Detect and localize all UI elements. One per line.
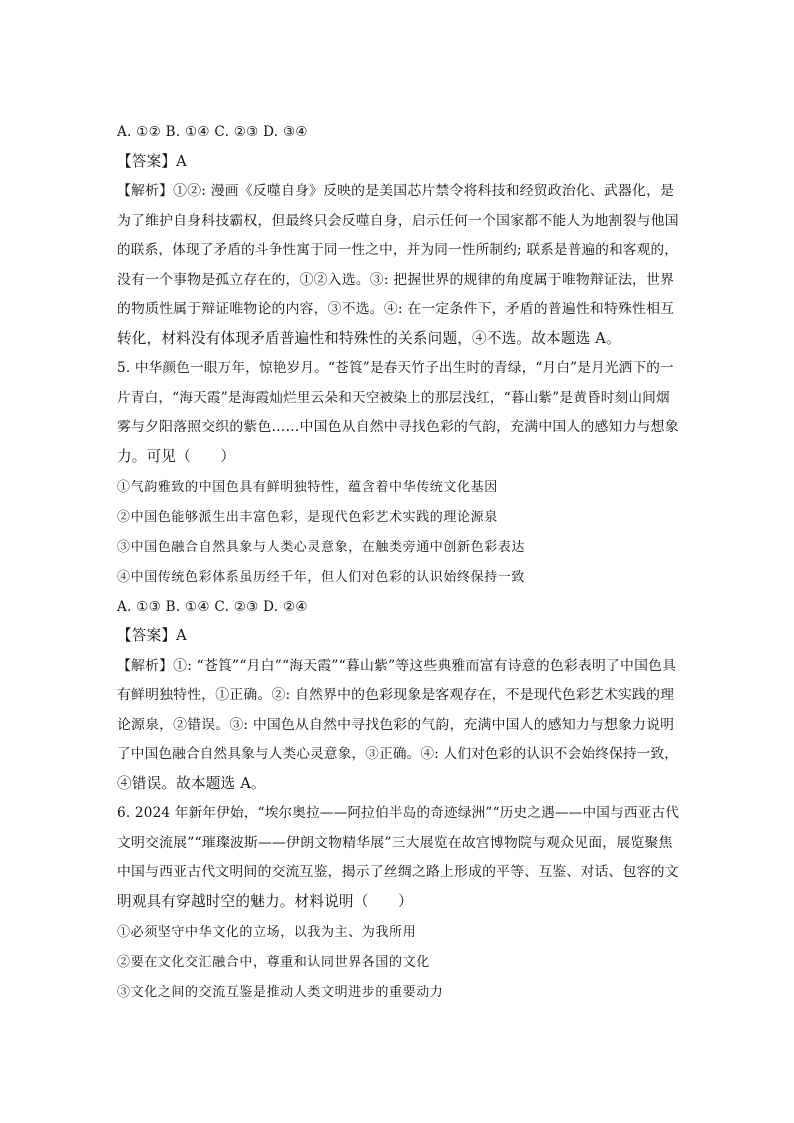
q5-item: ④中国传统色彩体系虽历经千年，但人们对色彩的认识始终保持一致 bbox=[117, 570, 526, 585]
q5-stem-line: 力。可见（ ） bbox=[117, 448, 236, 465]
q4-analysis-line: 没有一个事物是孤立存在的，①②入选。③: 把握世界的规律的角度属于唯物辩证法，世界 bbox=[117, 272, 675, 288]
q4-analysis-line: 的物质性属于辩证唯物论的内容，③不选。④: 在一定条件下，矛盾的普遍性和特殊性相互 bbox=[117, 301, 675, 317]
q4-options: A. ①② B. ①④ C. ②③ D. ③④ bbox=[117, 124, 308, 140]
q5-stem-line: 片青白，“海天霞”是海霞灿烂里云朵和天空被染上的那层浅红，“暮山紫”是黄昏时刻山间烟 bbox=[117, 390, 670, 406]
q6-stem-line: 6. 2024 年新年伊始，“埃尔奥拉——阿拉伯半岛的奇迹绿洲”“历史之遇——中国与西亚古代 bbox=[117, 805, 680, 821]
q5-item: ③中国色融合自然具象与人类心灵意象，在触类旁通中创新色彩表达 bbox=[117, 540, 526, 555]
q6-stem-line: 文明交流展”“璀璨波斯——伊朗文物精华展”三大展览在故宫博物院与观众见面，展览聚焦 bbox=[117, 835, 673, 851]
q5-stem-line: 雾与夕阳落照交织的紫色……中国色从自然中寻找色彩的气韵，充满中国人的感知力与想象 bbox=[117, 419, 679, 435]
q5-analysis-line: 有鲜明独特性，①正确。②: 自然界中的色彩现象是客观存在，不是现代色彩艺术实践的理 bbox=[117, 687, 675, 703]
q6-item: ①必须坚守中华文化的立场，以我为主、为我所用 bbox=[117, 925, 417, 940]
q4-analysis-line: 【解析】①②: 漫画《反噬自身》反映的是美国芯片禁令将科技和经贸政治化、武器化，是 bbox=[117, 183, 675, 199]
q5-item: ①气韵雅致的中国色具有鲜明独特性，蕴含着中华传统文化基因 bbox=[117, 480, 498, 495]
q4-analysis-line: 的联系，体现了矛盾的斗争性寓于同一性之中，并为同一性所制约; 联系是普遍的和客观的， bbox=[117, 242, 679, 258]
q5-analysis-line: 【解析】①: “苍筤”“月白”“海天霞”“暮山紫”等这些典雅而富有诗意的色彩表明了中国色具 bbox=[117, 658, 677, 674]
q4-analysis-line: 为了维护自身科技霸权，但最终只会反噬自身，启示任何一个国家都不能人为地割裂与他国 bbox=[117, 213, 679, 229]
q5-answer: 【答案】A bbox=[117, 627, 187, 644]
q5-item: ②中国色能够派生出丰富色彩，是现代色彩艺术实践的理论源泉 bbox=[117, 510, 498, 525]
q4-answer: 【答案】A bbox=[117, 153, 187, 170]
q5-stem-line: 5. 中华颜色一眼万年，惊艳岁月。“苍筤”是春天竹子出生时的青绿，“月白”是月光洒下的一 bbox=[117, 360, 674, 376]
q6-item: ③文化之间的交流互鉴是推动人类文明进步的重要动力 bbox=[117, 985, 444, 1000]
q5-options: A. ①③ B. ①④ C. ②③ D. ②④ bbox=[117, 599, 308, 615]
q5-analysis-line: ④错误。故本题选 A。 bbox=[117, 775, 266, 792]
q6-stem-line: 中国与西亚古代文明间的交流互鉴，揭示了丝绸之路上形成的平等、互鉴、对话、包容的文 bbox=[117, 864, 679, 880]
q5-analysis-line: 了中国色融合自然具象与人类心灵意象，③正确。④: 人们对色彩的认识不会始终保持一致， bbox=[117, 746, 679, 762]
q6-item: ②要在文化交汇融合中，尊重和认同世界各国的文化 bbox=[117, 955, 430, 970]
q4-analysis-line: 转化，材料没有体现矛盾普遍性和特殊性的关系问题，④不选。故本题选 A。 bbox=[117, 330, 621, 347]
q5-analysis-line: 论源泉，②错误。③: 中国色从自然中寻找色彩的气韵，充满中国人的感知力与想象力说明 bbox=[117, 717, 675, 733]
q6-stem-line: 明观具有穿越时空的魅力。材料说明（ ） bbox=[117, 893, 413, 910]
